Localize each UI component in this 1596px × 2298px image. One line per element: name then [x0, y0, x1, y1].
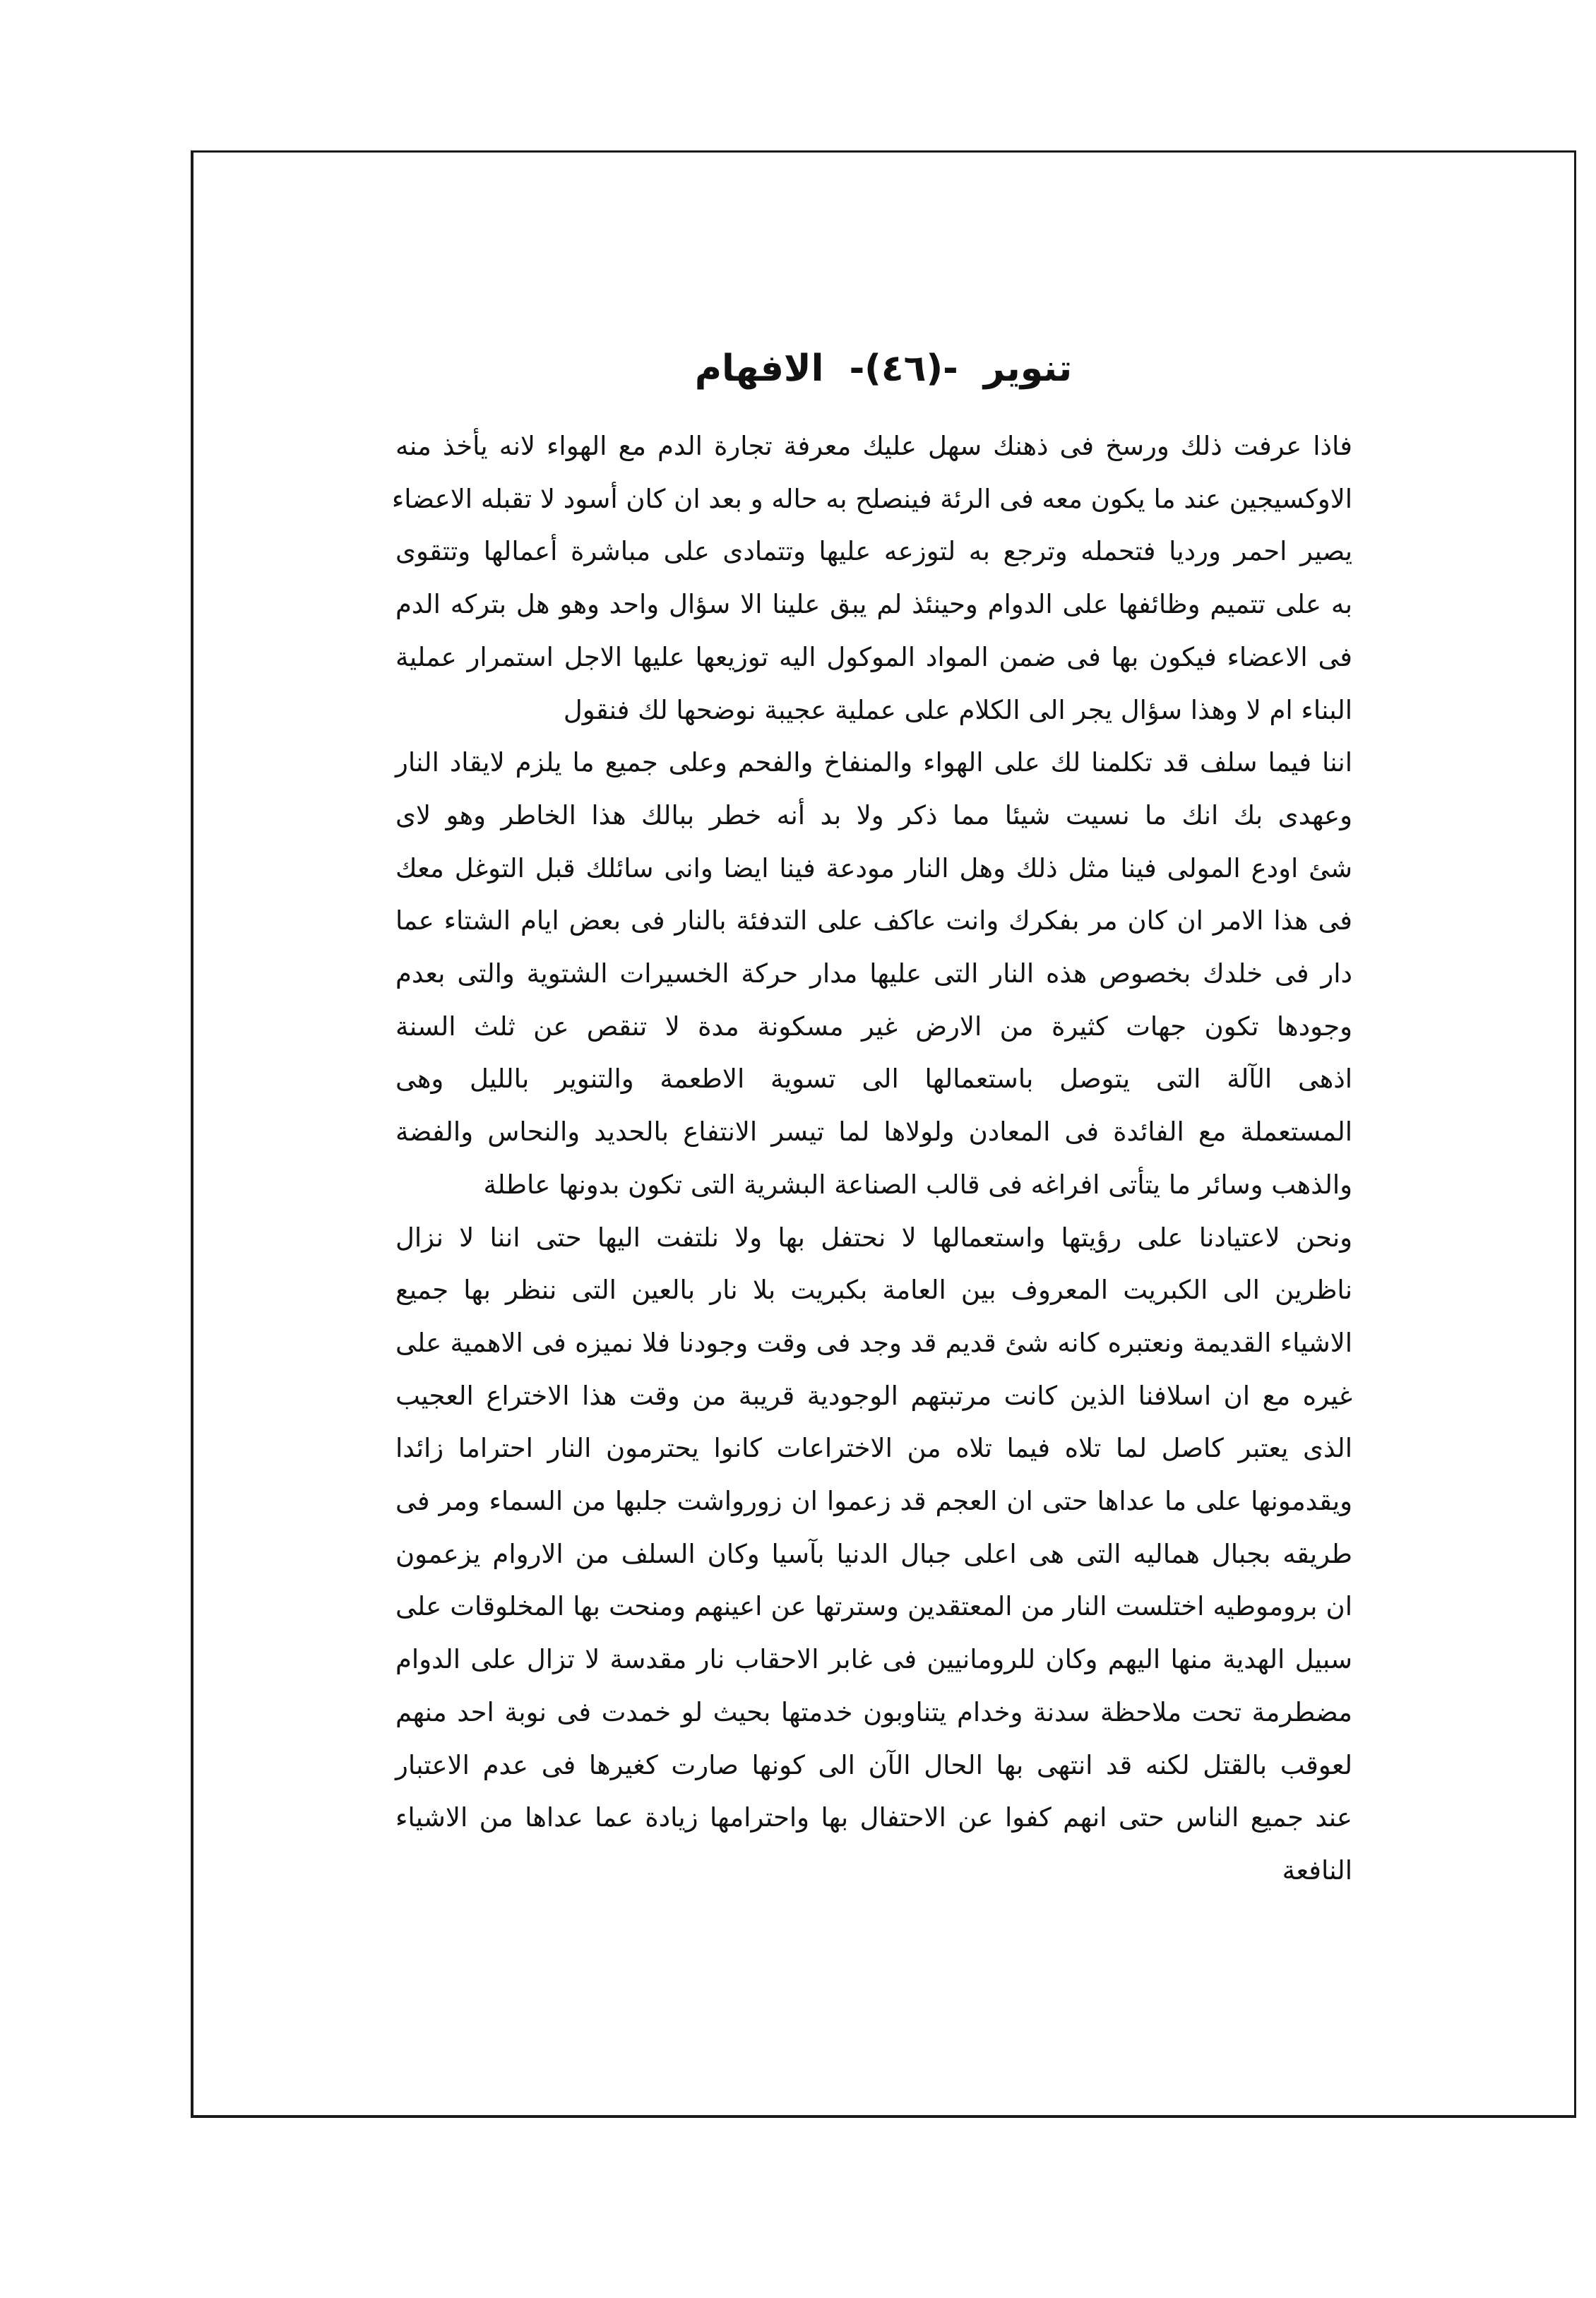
text-line: عند جميع الناس حتى انهم كفوا عن الاحتفال بها واحترامها زيادة عما عداها من الاشياء [395, 1802, 1352, 1833]
running-title-left: الافهام [694, 347, 824, 390]
text-line: الاوكسيجين عند ما يكون معه فى الرئة فينصلح به حاله و بعد ان كان أسود لا تقبله الاعضاء [391, 483, 1352, 514]
body-text [391, 420, 1352, 1898]
text-line: فى الاعضاء فيكون بها فى ضمن المواد الموكول اليه توزيعها عليها الاجل استمرار عملية [395, 641, 1352, 672]
text-line: دار فى خلدك بخصوص هذه النار التى عليها مدار حركة الخسيرات الشتوية والتى بعدم [395, 958, 1352, 989]
page-number: -(٤٦)- [849, 347, 958, 390]
text-line: لعوقب بالقتل لكنه قد انتهى بها الحال الآن الى كونها صارت كغيرها فى عدم الاعتبار [395, 1749, 1352, 1780]
text-line: اذهى الآلة التى يتوصل باستعمالها الى تسوية الاطعمة والتنوير بالليل وهى [395, 1064, 1352, 1095]
text-line: المستعملة مع الفائدة فى المعادن ولولاها لما تيسر الانتفاع بالحديد والنحاس والفضة [395, 1117, 1352, 1148]
text-line: مضطرمة تحت ملاحظة سدنة وخدام يتناوبون خدمتها بحيث لو خمدت فى نوبة احد منهم [395, 1696, 1352, 1727]
text-line: وعهدى بك انك ما نسيت شيئا مما ذكر ولا بد أنه خطر ببالك هذا الخاطر وهو لاى [395, 799, 1352, 831]
text-line: البناء ام لا وهذا سؤال يجر الى الكلام على عملية عجيبة نوضحها لك فنقول [563, 694, 1352, 725]
text-line: والذهب وسائر ما يتأتى افراغه فى قالب الصناعة البشرية التى تكون بدونها عاطلة [483, 1169, 1352, 1200]
page-header [191, 346, 1576, 391]
text-line: النافعة [1282, 1855, 1352, 1886]
text-line: اننا فيما سلف قد تكلمنا لك على الهواء والمنفاخ والفحم وعلى جميع ما يلزم لايقاد النار [395, 747, 1352, 778]
text-line: سبيل الهدية منها اليهم وكان للرومانيين فى غابر الاحقاب نار مقدسة لا تزال على الدوام [395, 1644, 1352, 1675]
text-line: شئ اودع المولى فينا مثل ذلك وهل النار مودعة فينا ايضا وانى سائلك قبل التوغل معك [395, 852, 1352, 883]
text-line: ناظرين الى الكبريت المعروف بين العامة بكبريت بلا نار بالعين التى ننظر بها جميع [395, 1275, 1352, 1306]
text-line: الذى يعتبر كاصل لما تلاه فيما تلاه من الاختراعات كانوا يحترمون النار احتراما زائدا [395, 1433, 1352, 1464]
text-line: وجودها تكون جهات كثيرة من الارض غير مسكونة مدة لا تنقص عن ثلث السنة [395, 1011, 1352, 1042]
text-line: ويقدمونها على ما عداها حتى ان العجم قد زعموا ان زورواشت جلبها من السماء ومر فى [395, 1486, 1352, 1517]
text-line: غيره مع ان اسلافنا الذين كانت مرتبتهم الوجودية قريبة من وقت هذا الاختراع العجيب [395, 1380, 1352, 1411]
text-line: يصير احمر ورديا فتحمله وترجع به لتوزعه عليها وتتمادى على مباشرة أعمالها وتتقوى [395, 536, 1352, 567]
text-line: طريقه بجبال هماليه التى هى اعلى جبال الدنيا بآسيا وكان السلف من الاروام يزعمون [395, 1538, 1352, 1569]
text-line: ان بروموطيه اختلست النار من المعتقدين وسترتها عن اعينهم ومنحت بها المخلوقات على [395, 1591, 1352, 1622]
running-title-right: تنوير [983, 347, 1073, 390]
text-line: فاذا عرفت ذلك ورسخ فى ذهنك سهل عليك معرفة تجارة الدم مع الهواء لانه يأخذ منه [395, 431, 1352, 461]
text-line: فى هذا الامر ان كان مر بفكرك وانت عاكف على التدفئة بالنار فى بعض ايام الشتاء عما [395, 905, 1352, 936]
text-line: به على تتميم وظائفها على الدوام وحينئذ لم يبق علينا الا سؤال واحد وهو هل بتركه الدم [395, 589, 1352, 620]
text-line: الاشياء القديمة ونعتبره كانه شئ قديم قد وجد فى وقت وجودنا فلا نميزه فى الاهمية على [395, 1327, 1352, 1358]
text-line: ونحن لاعتيادنا على رؤيتها واستعمالها لا نحتفل بها ولا نلتفت اليها حتى اننا لا نزال [395, 1222, 1352, 1253]
